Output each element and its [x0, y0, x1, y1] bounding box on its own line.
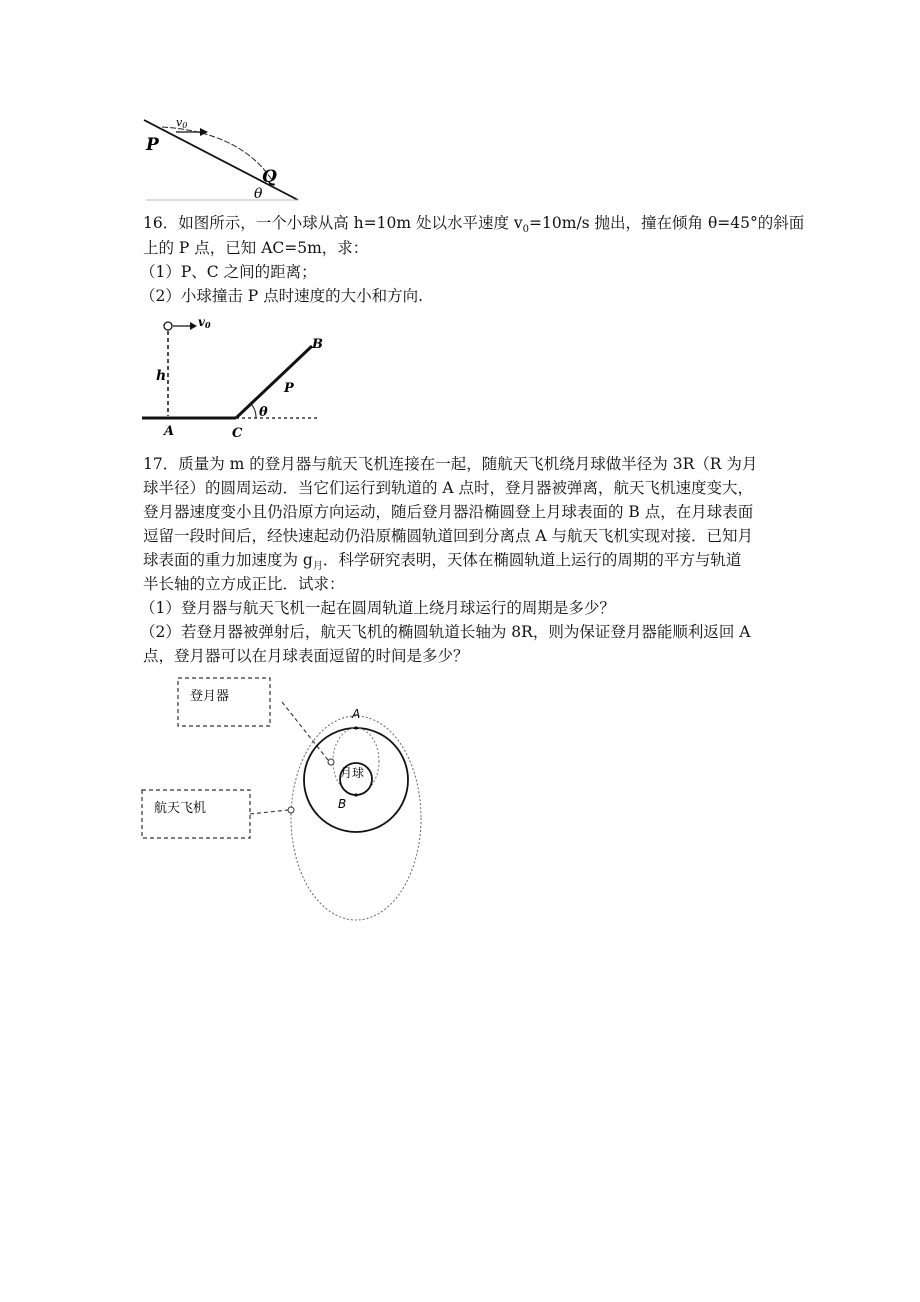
label-a: A	[352, 707, 361, 721]
q17-line3: 登月器速度变小且仍沿原方向运动，随后登月器沿椭圆登上月球表面的 B 点，在月球表面	[143, 503, 754, 521]
lander-marker	[328, 759, 334, 765]
label-theta: θ	[254, 186, 263, 202]
label-q: Q	[262, 167, 277, 187]
moon-label: 月球	[340, 766, 365, 780]
incline-cb	[236, 346, 312, 418]
q17-line4: 逗留一段时间后，经快速起动仍沿原椭圆轨道回到分离点 A 与航天飞机实现对接．已知月	[143, 527, 754, 545]
shuttle-box-label: 航天飞机	[154, 801, 207, 816]
label-h: h	[156, 368, 167, 384]
q17-line2: 球半径）的圆周运动．当它们运行到轨道的 A 点时，登月器被弹离，航天飞机速度变大，	[143, 479, 754, 497]
label-a: A	[164, 424, 175, 439]
point-b	[354, 793, 357, 796]
q17-line1: 17．质量为 m 的登月器与航天飞机连接在一起，随航天飞机绕月球做半径为 3R（R 为月	[143, 455, 758, 473]
figure-moon-orbits	[138, 672, 438, 924]
q16-item1: （1）P、C 之间的距离；	[140, 263, 317, 281]
q17-item2b: 点，登月器可以在月球表面逗留的时间是多少？	[143, 647, 469, 665]
shuttle-elliptical-orbit	[291, 716, 421, 920]
label-theta: θ	[259, 405, 268, 420]
lander-leader-line	[282, 702, 328, 760]
ball	[164, 322, 172, 330]
lander-box-label: 登月器	[190, 689, 230, 704]
label-b: B	[312, 337, 323, 352]
label-p: P	[146, 135, 159, 155]
angle-arc	[251, 404, 256, 418]
label-v0: v0	[176, 116, 188, 130]
velocity-arrowhead	[190, 322, 197, 330]
q16-line1: 16．如图所示，一个小球从高 h=10m 处以水平速度 $v_0=10m/s$ 抛出，撞在倾角 θ=45°的斜面	[143, 214, 805, 236]
label-v0: v0	[198, 315, 211, 330]
point-a	[354, 726, 357, 729]
q17-line6: 半长轴的立方成正比．试求：	[143, 575, 345, 593]
label-c: C	[232, 426, 243, 441]
q17-item1: （1）登月器与航天飞机一起在圆周轨道上绕月球运行的周期是多少？	[140, 599, 615, 617]
q16-item2: （2）小球撞击 P 点时速度的大小和方向.	[140, 287, 424, 305]
q17-item2: （2）若登月器被弹射后，航天飞机的椭圆轨道长轴为 8R，则为保证登月器能顺利返回 A	[140, 623, 751, 641]
q17-line5: 球表面的重力加速度为 $g_月$．科学研究表明，天体在椭圆轨道上运行的周期的平方与轨道	[143, 551, 742, 573]
shuttle-marker	[288, 807, 294, 813]
figure-projectile-slope	[140, 110, 305, 205]
label-p: P	[284, 381, 294, 396]
shuttle-leader-line	[250, 810, 288, 814]
label-b: B	[338, 797, 347, 811]
q16-line2: 上的 P 点，已知 AC=5m，求：	[143, 239, 369, 257]
figure-ball-incline	[140, 308, 330, 443]
